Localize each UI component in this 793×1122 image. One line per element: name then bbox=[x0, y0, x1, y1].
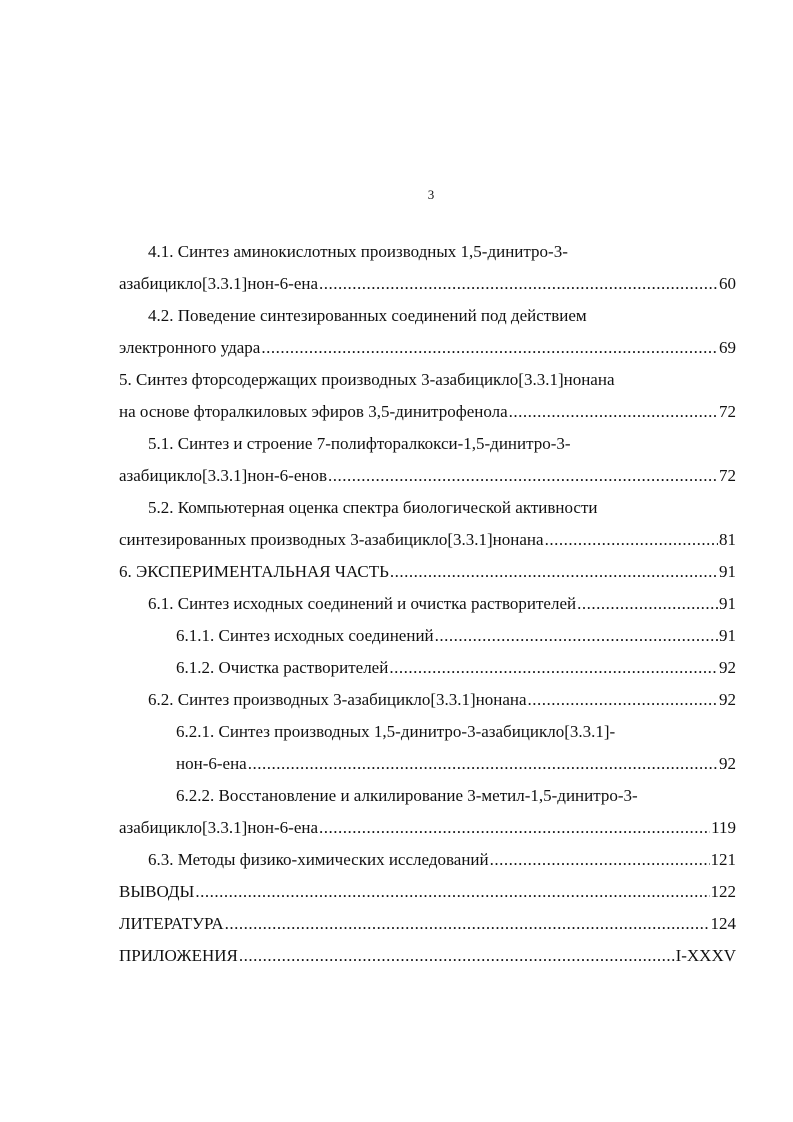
toc-line bbox=[119, 876, 736, 908]
toc-line bbox=[119, 236, 736, 268]
toc-entry-text: электронного удара bbox=[119, 338, 261, 357]
dot-leader bbox=[328, 460, 718, 492]
dot-leader bbox=[195, 876, 709, 908]
toc-line bbox=[119, 844, 736, 876]
toc-entry-text: ПРИЛОЖЕНИЯ bbox=[119, 946, 238, 965]
toc-page-number: 124 bbox=[710, 914, 736, 933]
toc-entry-text: 6.2.1. Синтез производных 1,5-динитро-3-азабицикло[3.3.1]- bbox=[176, 722, 616, 741]
toc-entry-text: 4.2. Поведение синтезированных соединений под действием bbox=[148, 306, 587, 325]
toc-line bbox=[119, 492, 736, 524]
toc-line bbox=[119, 428, 736, 460]
toc-entry-text: азабицикло[3.3.1]нон-6-енов bbox=[119, 466, 328, 485]
dot-leader bbox=[225, 908, 710, 940]
toc-entry-text: на основе фторалкиловых эфиров 3,5-динитрофенола bbox=[119, 402, 508, 421]
dot-leader bbox=[528, 684, 718, 716]
toc-page-number: 72 bbox=[719, 466, 736, 485]
toc-entry-text: 6.1.2. Очистка растворителей bbox=[176, 658, 389, 677]
table-of-contents bbox=[119, 236, 736, 972]
toc-page-number: 91 bbox=[719, 562, 736, 581]
toc-line bbox=[119, 460, 736, 492]
dot-leader bbox=[390, 556, 718, 588]
toc-entry-text: 5.1. Синтез и строение 7-полифторалкокси-1,5-динитро-3- bbox=[148, 434, 571, 453]
dot-leader bbox=[389, 652, 718, 684]
toc-entry-text: 5.2. Компьютерная оценка спектра биологической активности bbox=[148, 498, 598, 517]
toc-page-number: 121 bbox=[710, 850, 736, 869]
dot-leader bbox=[319, 268, 718, 300]
toc-line bbox=[119, 620, 736, 652]
toc-line bbox=[119, 940, 736, 972]
dot-leader bbox=[239, 940, 675, 972]
dot-leader bbox=[577, 588, 718, 620]
toc-line bbox=[119, 332, 736, 364]
toc-page-number: 91 bbox=[719, 626, 736, 645]
toc-entry-text: 6.1.1. Синтез исходных соединений bbox=[176, 626, 434, 645]
dot-leader bbox=[319, 812, 710, 844]
dot-leader bbox=[248, 748, 718, 780]
toc-line bbox=[119, 588, 736, 620]
toc-page-number: 122 bbox=[710, 882, 736, 901]
dot-leader bbox=[545, 524, 718, 556]
toc-entry-text: 6.2.2. Восстановление и алкилирование 3-метил-1,5-динитро-3- bbox=[176, 786, 638, 805]
toc-line bbox=[119, 300, 736, 332]
toc-page-number: 72 bbox=[719, 402, 736, 421]
dot-leader bbox=[490, 844, 710, 876]
toc-entry-text: 6.3. Методы физико-химических исследований bbox=[148, 850, 489, 869]
toc-entry-text: 4.1. Синтез аминокислотных производных 1,5-динитро-3- bbox=[148, 242, 568, 261]
toc-line bbox=[119, 364, 736, 396]
dot-leader bbox=[509, 396, 718, 428]
toc-page-number: 81 bbox=[719, 530, 736, 549]
toc-entry-text: 5. Синтез фторсодержащих производных 3-азабицикло[3.3.1]нонана bbox=[119, 370, 615, 389]
toc-line bbox=[119, 908, 736, 940]
toc-line bbox=[119, 716, 736, 748]
toc-page-number: 92 bbox=[719, 690, 736, 709]
toc-page-number: 91 bbox=[719, 594, 736, 613]
toc-line bbox=[119, 812, 736, 844]
toc-entry-text: 6.1. Синтез исходных соединений и очистка растворителей bbox=[148, 594, 577, 613]
page-number: 3 bbox=[427, 187, 435, 202]
toc-page-number: 92 bbox=[719, 754, 736, 773]
toc-line bbox=[119, 652, 736, 684]
toc-entry-text: ВЫВОДЫ bbox=[119, 882, 195, 901]
toc-line bbox=[119, 748, 736, 780]
toc-entry-text: синтезированных производных 3-азабицикло[3.3.1]нонана bbox=[119, 530, 544, 549]
toc-page-number: 69 bbox=[719, 338, 736, 357]
toc-page-number: I-XXXV bbox=[675, 946, 736, 965]
toc-page-number: 119 bbox=[711, 818, 736, 837]
toc-line bbox=[119, 556, 736, 588]
toc-entry-text: азабицикло[3.3.1]нон-6-ена bbox=[119, 274, 319, 293]
toc-line bbox=[119, 780, 736, 812]
dot-leader bbox=[435, 620, 718, 652]
toc-entry-text: нон-6-ена bbox=[176, 754, 247, 773]
dot-leader bbox=[261, 332, 718, 364]
toc-entry-text: азабицикло[3.3.1]нон-6-ена bbox=[119, 818, 319, 837]
toc-entry-text: 6.2. Синтез производных 3-азабицикло[3.3.1]нонана bbox=[148, 690, 527, 709]
toc-page-number: 92 bbox=[719, 658, 736, 677]
toc-line bbox=[119, 268, 736, 300]
toc-line bbox=[119, 524, 736, 556]
toc-entry-text: 6. ЭКСПЕРИМЕНТАЛЬНАЯ ЧАСТЬ bbox=[119, 562, 389, 581]
toc-line bbox=[119, 684, 736, 716]
toc-page-number: 60 bbox=[719, 274, 736, 293]
toc-line bbox=[119, 396, 736, 428]
toc-entry-text: ЛИТЕРАТУРА bbox=[119, 914, 224, 933]
